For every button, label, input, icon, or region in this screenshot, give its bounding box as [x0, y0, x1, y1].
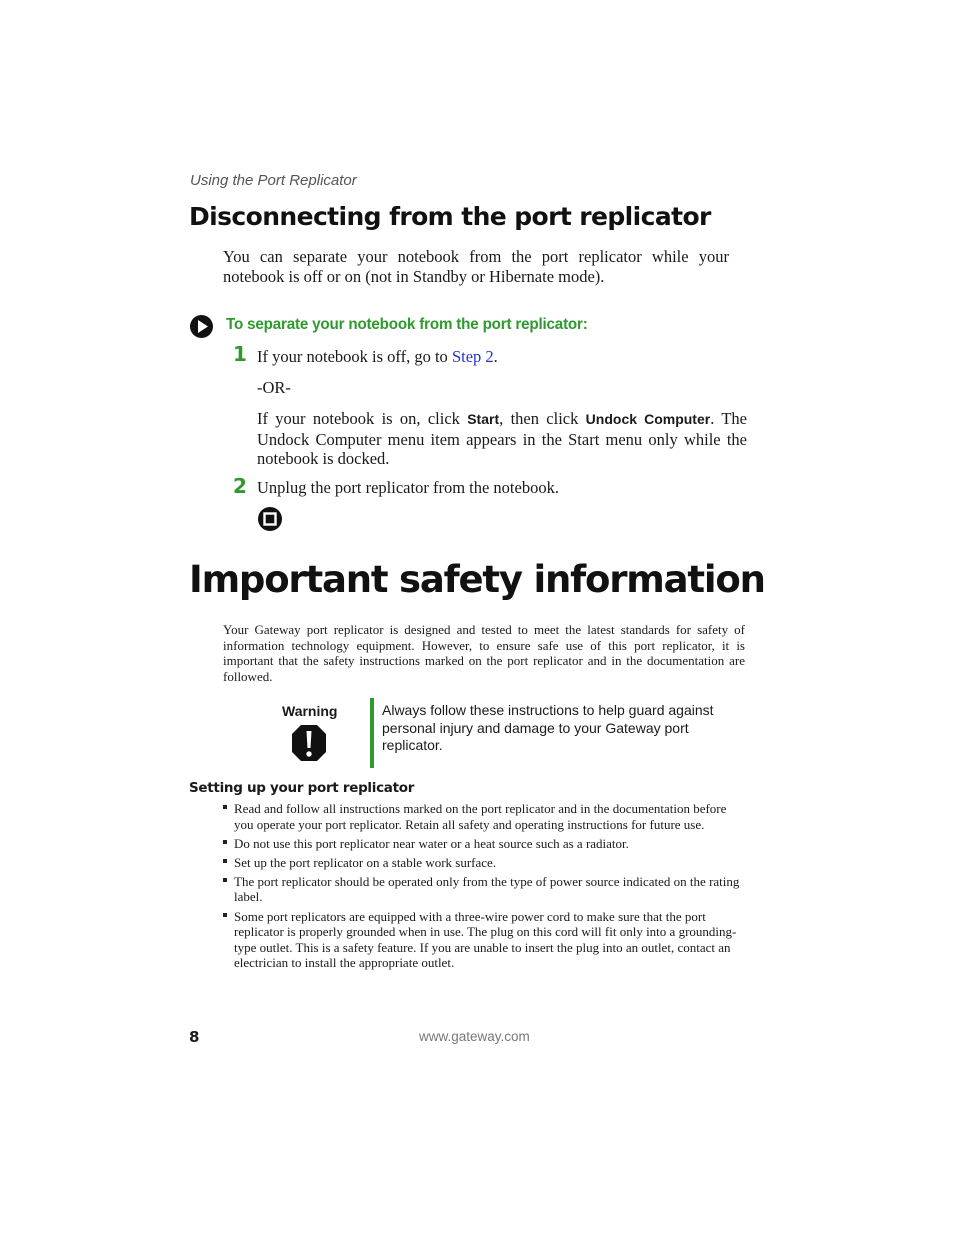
- section-title-disconnecting: Disconnecting from the port replicator: [189, 202, 711, 231]
- stop-square-icon: [257, 506, 283, 532]
- page-number: 8: [189, 1028, 200, 1046]
- ui-term-start: Start: [467, 411, 500, 427]
- step-2-link[interactable]: Step 2: [451, 347, 494, 366]
- step-2-text: Unplug the port replicator from the notebook.: [257, 478, 559, 497]
- intro-paragraph: You can separate your notebook from the port replicator while your notebook is off or on (not in Standby or Hibernate mode).: [223, 247, 729, 286]
- ui-term-undock: Undock Computer: [585, 411, 711, 427]
- list-item: The port replicator should be operated only from the type of power source indicated on the rating label.: [222, 874, 747, 905]
- procedure-title: To separate your notebook from the port replicator:: [226, 316, 588, 333]
- list-item: Do not use this port replicator near water or a heat source such as a radiator.: [222, 836, 747, 852]
- running-header: Using the Port Replicator: [190, 172, 357, 189]
- step-1-text-before: If your notebook is off, go to: [257, 347, 452, 366]
- step-number-2: 2: [233, 474, 247, 498]
- warning-octagon-icon: [291, 724, 327, 762]
- warning-text: Always follow these instructions to help guard against personal injury and damage to your Gateway port replicator.: [382, 702, 714, 753]
- subheading-setting-up: Setting up your port replicator: [189, 780, 415, 796]
- safety-bullet-list: [222, 801, 747, 974]
- list-item: Some port replicators are equipped with a three-wire power cord to make sure that the port replicator is properly grounded when in use. The plug on this cord will fit only into a grounding-type outlet. This is a safety feature. If you are unable to insert the plug into an outlet, contact an electrician to install the appropriate outlet.: [222, 909, 747, 971]
- list-item: Read and follow all instructions marked on the port replicator and in the documentation before you operate your port replicator. Retain all safety and operating instructions for future use.: [222, 801, 747, 832]
- play-arrow-circle-icon: [189, 314, 214, 339]
- warning-divider: [370, 698, 374, 768]
- step-1-text: [257, 347, 498, 367]
- or-separator: -OR-: [257, 378, 291, 397]
- alt-text-3: . The Undock Computer menu item appears in the Start menu only while the notebook is docked.: [257, 409, 747, 468]
- alt-text-1: If your notebook is on, click: [257, 409, 468, 428]
- warning-label: Warning: [282, 703, 338, 719]
- step-1-alternative: [257, 409, 747, 469]
- step-1-text-after: .: [493, 347, 498, 366]
- footer-url[interactable]: www.gateway.com: [419, 1029, 530, 1044]
- alt-text-2: , then click: [499, 409, 586, 428]
- list-item: Set up the port replicator on a stable work surface.: [222, 855, 747, 871]
- step-number-1: 1: [233, 342, 247, 366]
- safety-intro-paragraph: Your Gateway port replicator is designed and tested to meet the latest standards for safety of information technology equipment. However, to ensure safe use of this port replicator, it is important that the safety instructions marked on the port replicator and in the documentation are followed.: [223, 622, 745, 684]
- section-title-safety: Important safety information: [189, 558, 765, 601]
